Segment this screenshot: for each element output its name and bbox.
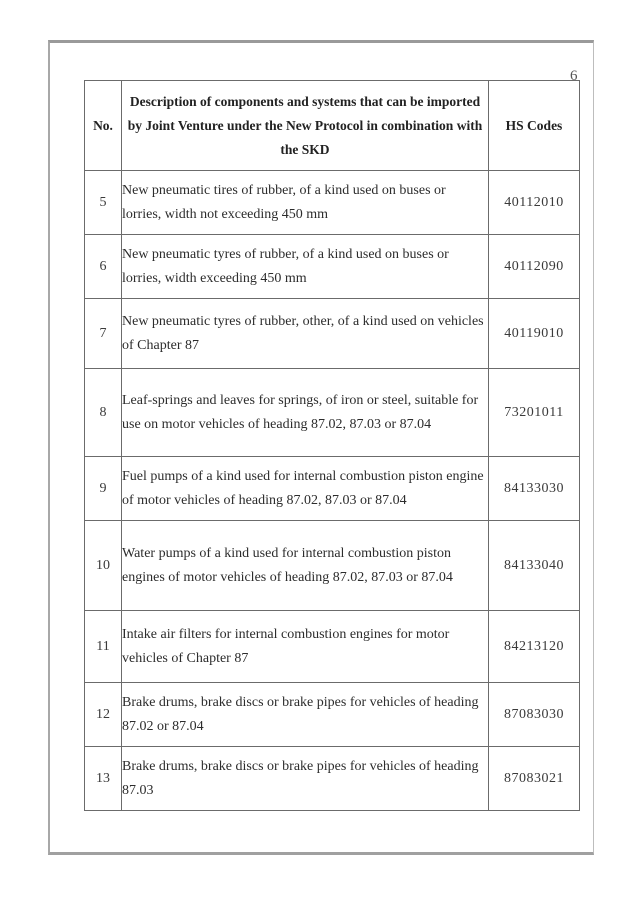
row-number: 13: [85, 747, 122, 811]
page-number: 6: [570, 68, 578, 84]
row-number: 12: [85, 683, 122, 747]
row-description: New pneumatic tyres of rubber, other, of a kind used on vehicles of Chapter 87: [122, 299, 489, 369]
row-hs-code: 40119010: [489, 299, 580, 369]
row-number: 8: [85, 369, 122, 457]
row-description: Water pumps of a kind used for internal combustion piston engines of motor vehicles of heading 87.02, 87.03 or 87.04: [122, 521, 489, 611]
components-table: [84, 80, 580, 811]
table-row: [85, 683, 580, 747]
table-row: [85, 521, 580, 611]
row-number: 9: [85, 457, 122, 521]
row-description: Leaf-springs and leaves for springs, of iron or steel, suitable for use on motor vehicles of heading 87.02, 87.03 or 87.04: [122, 369, 489, 457]
row-description: New pneumatic tyres of rubber, of a kind used on buses or lorries, width exceeding 450 mm: [122, 235, 489, 299]
row-hs-code: 40112090: [489, 235, 580, 299]
row-description: Brake drums, brake discs or brake pipes for vehicles of heading 87.03: [122, 747, 489, 811]
table-row: [85, 171, 580, 235]
row-number: 11: [85, 611, 122, 683]
row-number: 10: [85, 521, 122, 611]
row-hs-code: 84133040: [489, 521, 580, 611]
row-description: Fuel pumps of a kind used for internal combustion piston engine of motor vehicles of heading 87.02, 87.03 or 87.04: [122, 457, 489, 521]
table-row: [85, 369, 580, 457]
row-description: Brake drums, brake discs or brake pipes for vehicles of heading 87.02 or 87.04: [122, 683, 489, 747]
row-description: New pneumatic tires of rubber, of a kind used on buses or lorries, width not exceeding 450 mm: [122, 171, 489, 235]
row-hs-code: 87083021: [489, 747, 580, 811]
header-description: Description of components and systems that can be imported by Joint Venture under the New Protocol in combination with the SKD: [122, 81, 489, 171]
row-description: Intake air filters for internal combustion engines for motor vehicles of Chapter 87: [122, 611, 489, 683]
row-hs-code: 73201011: [489, 369, 580, 457]
table-row: [85, 457, 580, 521]
row-number: 5: [85, 171, 122, 235]
table-row: [85, 611, 580, 683]
row-hs-code: 84213120: [489, 611, 580, 683]
table-row: [85, 299, 580, 369]
header-hs-codes: HS Codes: [489, 81, 580, 171]
row-number: 6: [85, 235, 122, 299]
row-number: 7: [85, 299, 122, 369]
row-hs-code: 84133030: [489, 457, 580, 521]
table-header-row: [85, 81, 580, 171]
header-no: No.: [85, 81, 122, 171]
row-hs-code: 40112010: [489, 171, 580, 235]
table-row: [85, 747, 580, 811]
table-row: [85, 235, 580, 299]
row-hs-code: 87083030: [489, 683, 580, 747]
